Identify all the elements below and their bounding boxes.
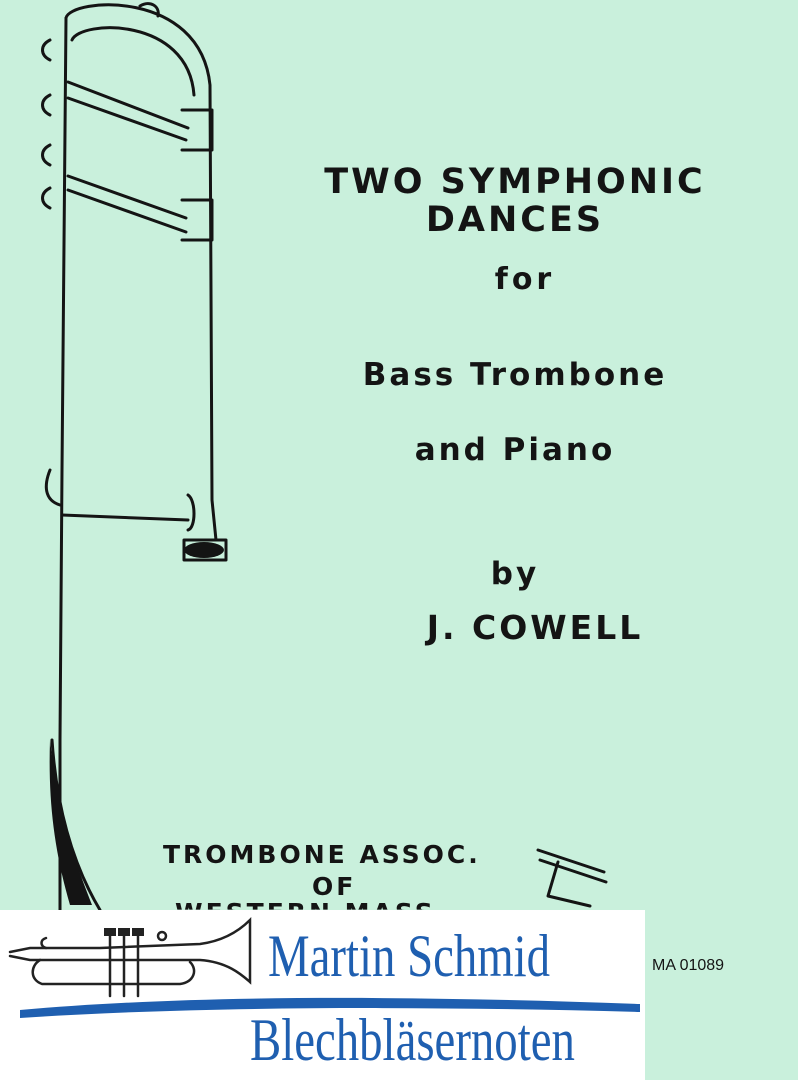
instrument-text: Bass Trombone (362, 357, 668, 393)
for-text: for (494, 262, 556, 297)
watermark-logo (0, 910, 645, 1080)
composer-name: J. COWELL (426, 608, 644, 647)
catalog-number: MA 01089 (652, 957, 725, 974)
logo-name-text: Martin Schmid (268, 923, 551, 989)
and-piano-text: and Piano (414, 432, 616, 468)
title-line-2: DANCES (425, 200, 605, 240)
logo-subtitle-text: Blechbläsernoten (250, 1007, 575, 1073)
publisher-line-2: OF (312, 872, 357, 901)
publisher-line-1: TROMBONE ASSOC. (163, 840, 481, 869)
title-line-1: TWO SYMPHONIC (324, 162, 706, 202)
by-text: by (490, 556, 540, 592)
